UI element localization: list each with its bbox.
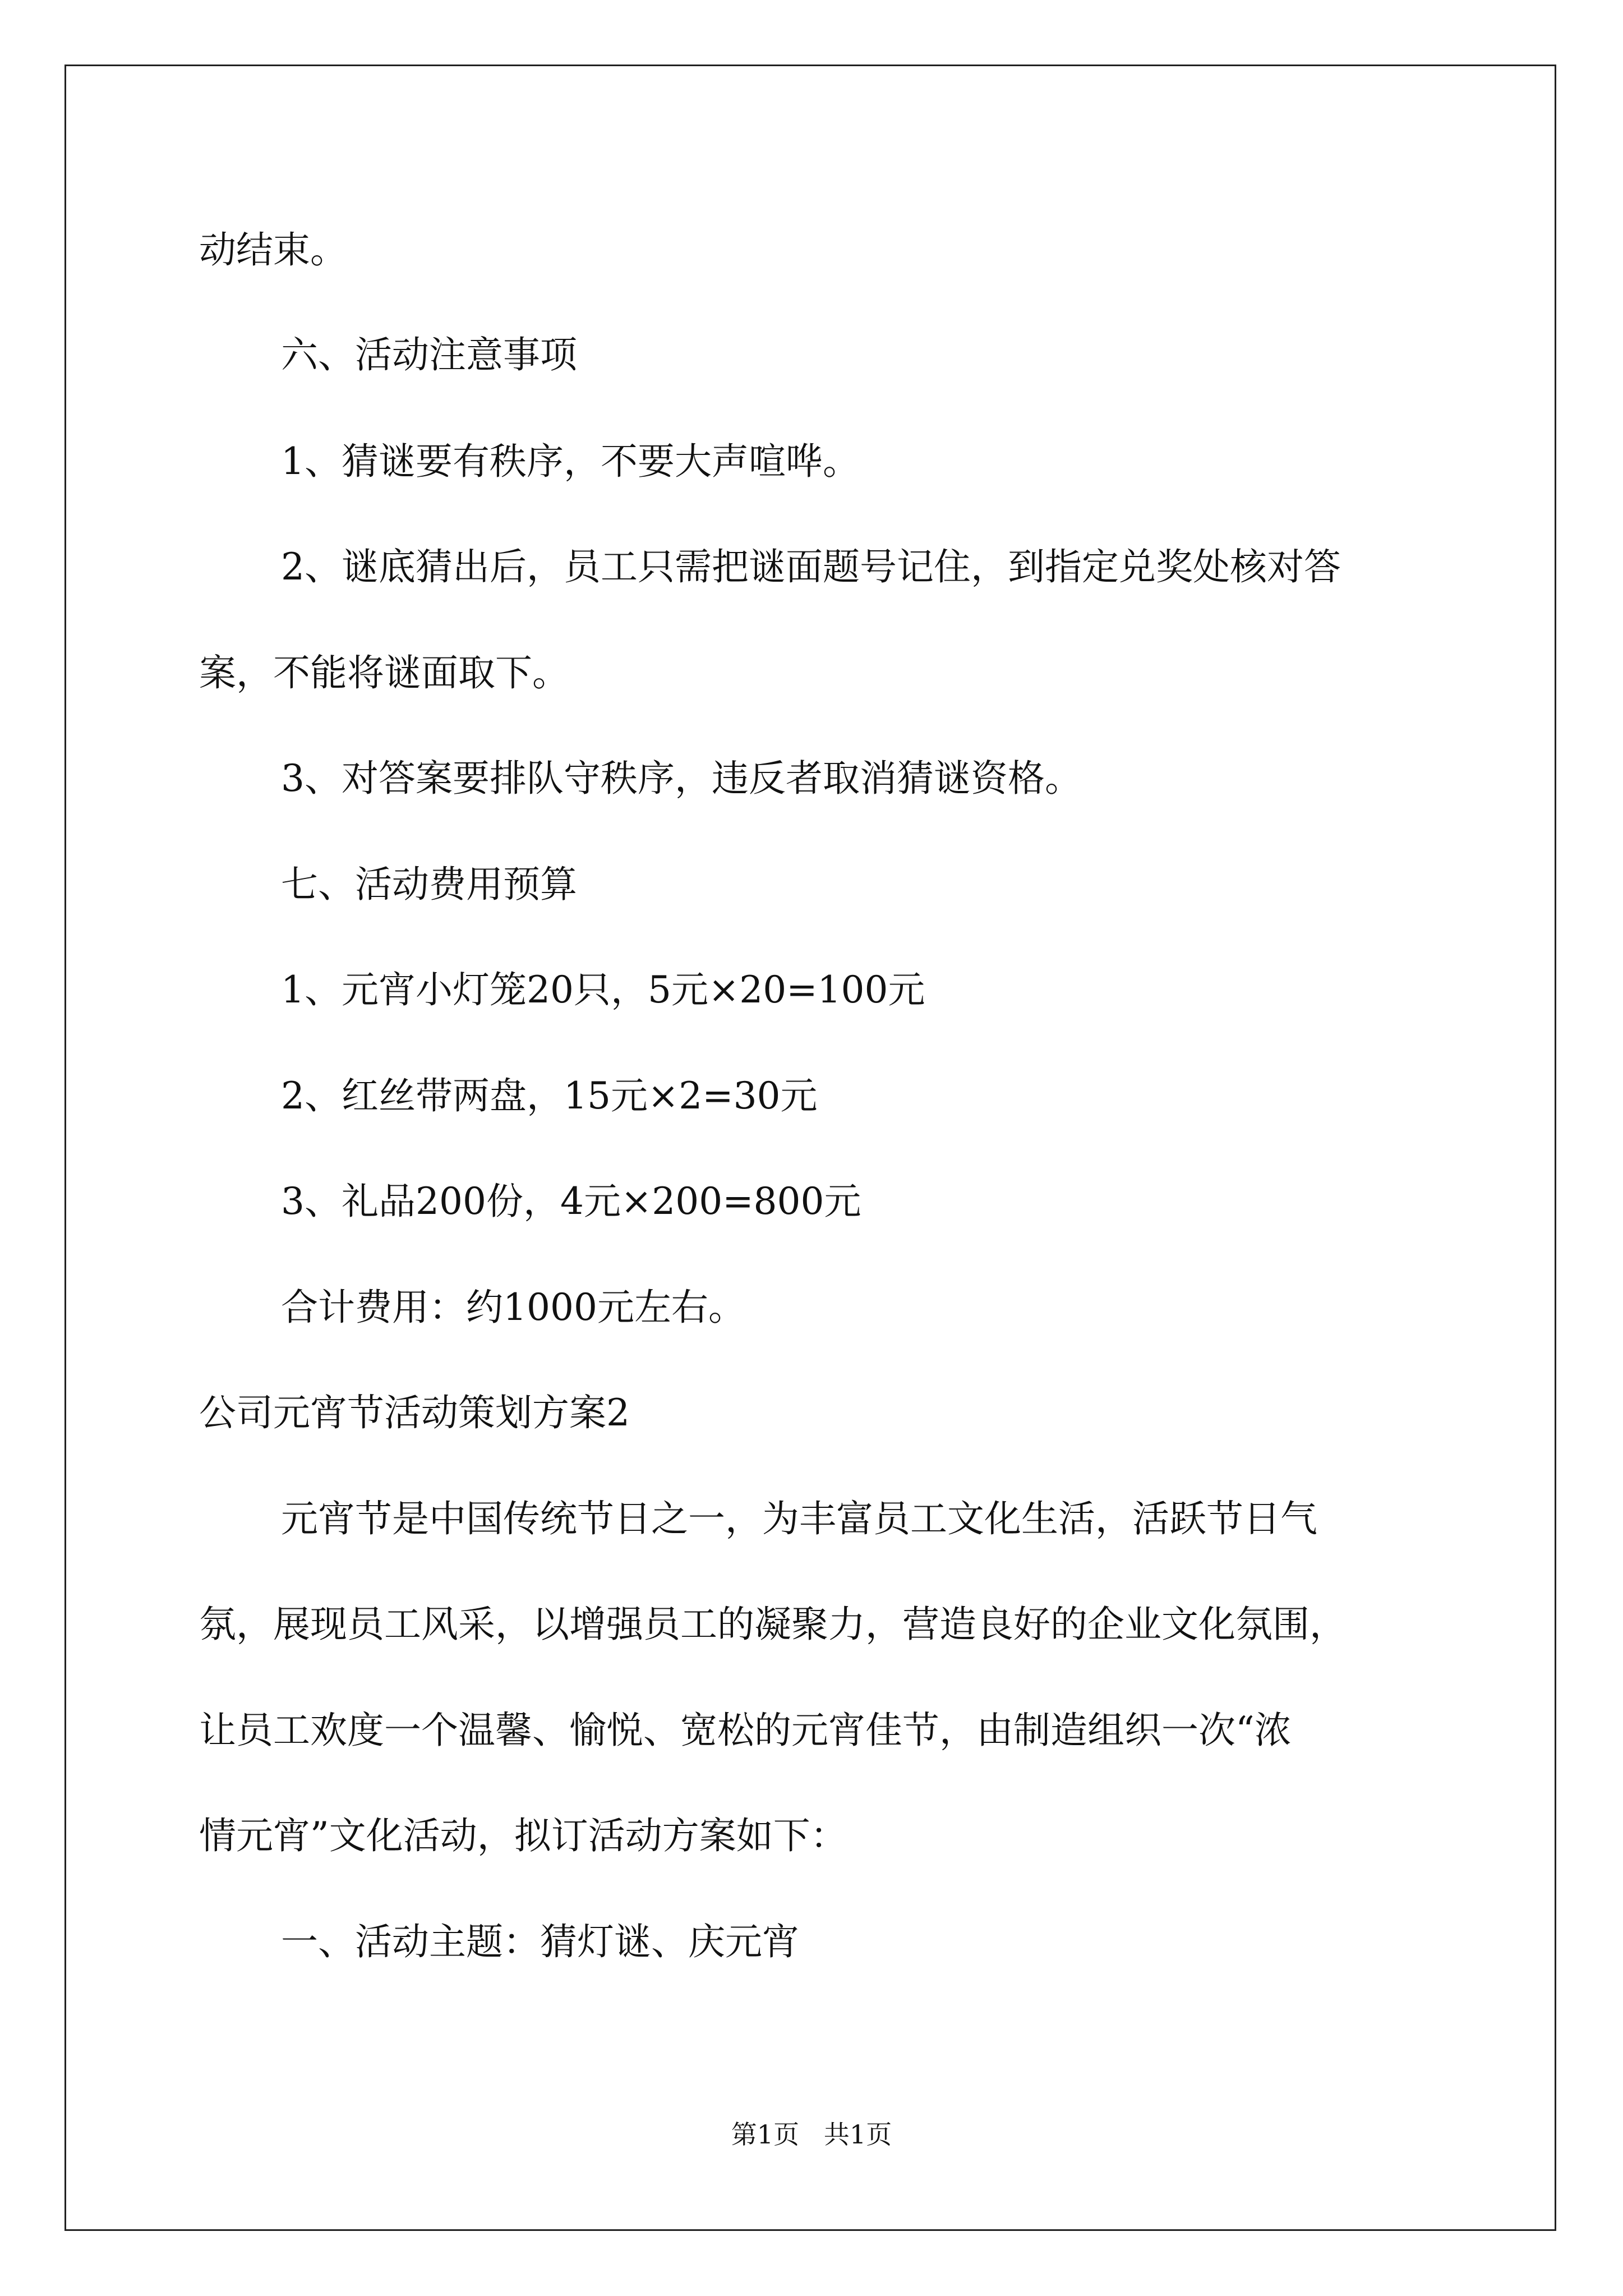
text-line: 让员工欢度一个温馨、愉悦、宽松的元宵佳节，由制造组织一次“浓 [199, 1709, 1292, 1752]
text-line: 动结束。 [199, 228, 347, 272]
text-line: 合计费用：约1000元左右。 [281, 1286, 745, 1329]
section-heading: 七、活动费用预算 [281, 863, 577, 906]
text-line: 3、对答案要排队守秩序，违反者取消猜谜资格。 [281, 757, 1082, 800]
text-line: 3、礼品200份，4元×200=800元 [281, 1180, 861, 1223]
text-line: 元宵节是中国传统节日之一，为丰富员工文化生活，活跃节日气 [281, 1497, 1317, 1540]
document-title: 公司元宵节活动策划方案2 [199, 1391, 630, 1434]
text-line: 氛，展现员工风采，以增强员工的凝聚力，营造良好的企业文化氛围， [199, 1603, 1347, 1646]
text-line: 1、猜谜要有秩序，不要大声喧哗。 [281, 440, 860, 483]
section-heading: 一、活动主题：猜灯谜、庆元宵 [281, 1920, 799, 1963]
page-footer: 第1页 共1页 [731, 2119, 892, 2150]
text-line: 1、元宵小灯笼20只，5元×20=100元 [281, 968, 925, 1011]
page-border [64, 65, 1556, 2231]
section-heading: 六、活动注意事项 [281, 333, 577, 376]
text-line: 2、红丝带两盘，15元×2=30元 [281, 1074, 818, 1117]
text-line: 情元宵”文化活动，拟订活动方案如下： [199, 1814, 847, 1857]
text-line: 案，不能将谜面取下。 [199, 651, 569, 694]
text-line: 2、谜底猜出后，员工只需把谜面题号记住，到指定兑奖处核对答 [281, 545, 1341, 588]
